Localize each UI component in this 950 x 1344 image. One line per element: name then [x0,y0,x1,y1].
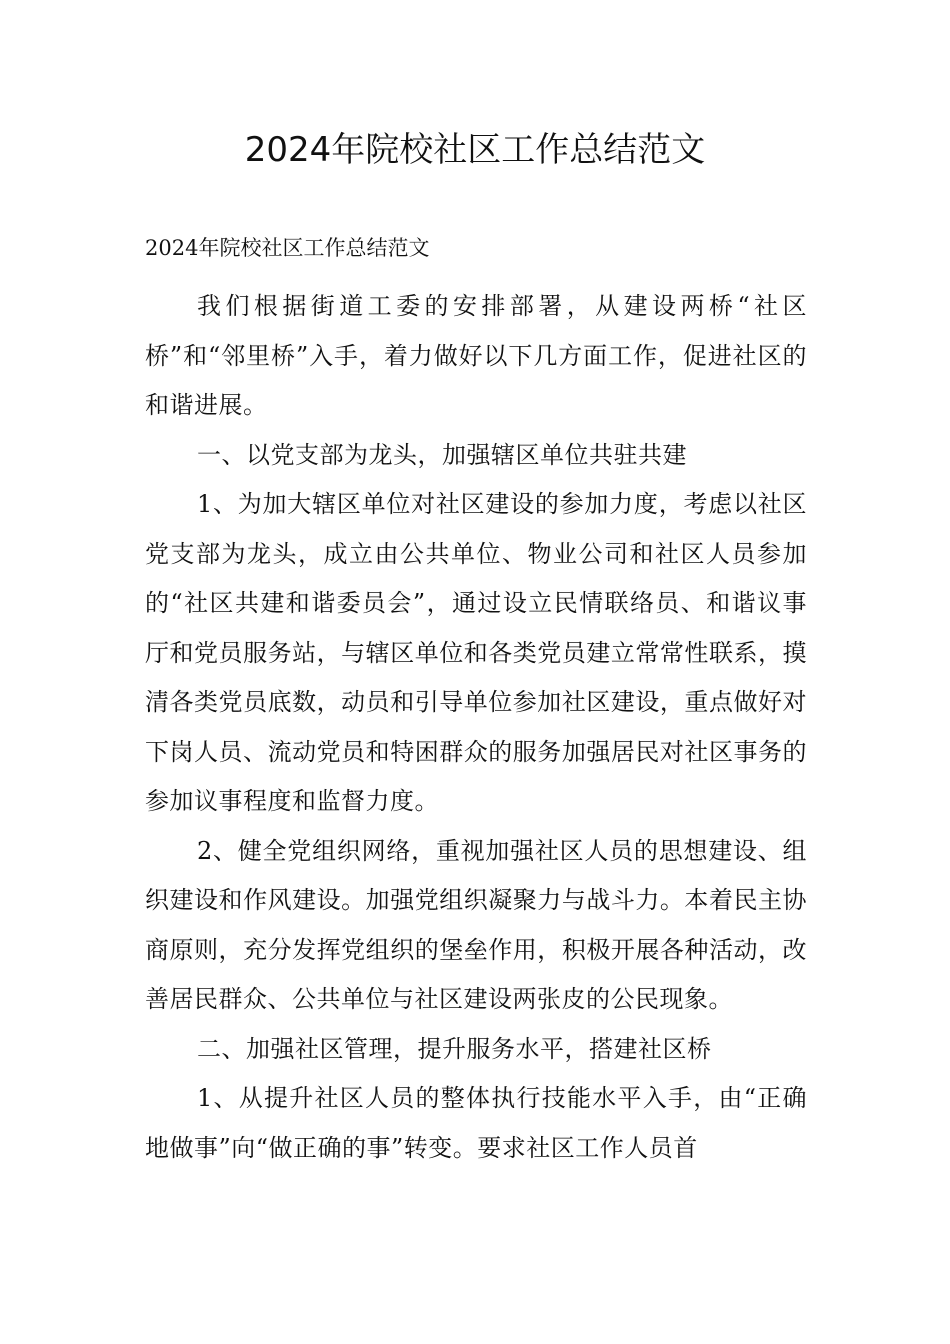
document-subtitle: 2024年院校社区工作总结范文 [145,236,430,260]
paragraph-2-1: 1、从提升社区人员的整体执行技能水平入手，由“正确地做事”向“做正确的事”转变。要求社区工作人员首 [145,1084,807,1162]
paragraph-1-1: 1、为加大辖区单位对社区建设的参加力度，考虑以社区党支部为龙头，成立由公共单位、物业公司和社区人员参加的“社区共建和谐委员会”，通过设立民情联络员、和谐议事厅和党员服务站，与辖区单位和各类党员建立常常性联系，摸清各类党员底数，动员和引导单位参加社区建设，重点做好对下岗人员、流动党员和特困群众的服务加强居民对社区事务的参加议事程度和监督力度。 [145,490,807,815]
document-title: 2024年院校社区工作总结范文 [244,130,706,170]
document-body [145,282,807,1173]
section-heading-2: 二、加强社区管理，提升服务水平，搭建社区桥 [197,1034,712,1063]
paragraph-1-2: 2、健全党组织网络，重视加强社区人员的思想建设、组织建设和作风建设。加强党组织凝聚力与战斗力。本着民主协商原则，充分发挥党组织的堡垒作用，积极开展各种活动，改善居民群众、公共单位与社区建设两张皮的公民现象。 [145,836,807,1013]
paragraph-intro: 我们根据街道工委的安排部署，从建设两桥“社区桥”和“邻里桥”入手，着力做好以下几方面工作，促进社区的和谐进展。 [145,292,807,419]
section-heading-1: 一、以党支部为龙头，加强辖区单位共驻共建 [197,440,687,469]
